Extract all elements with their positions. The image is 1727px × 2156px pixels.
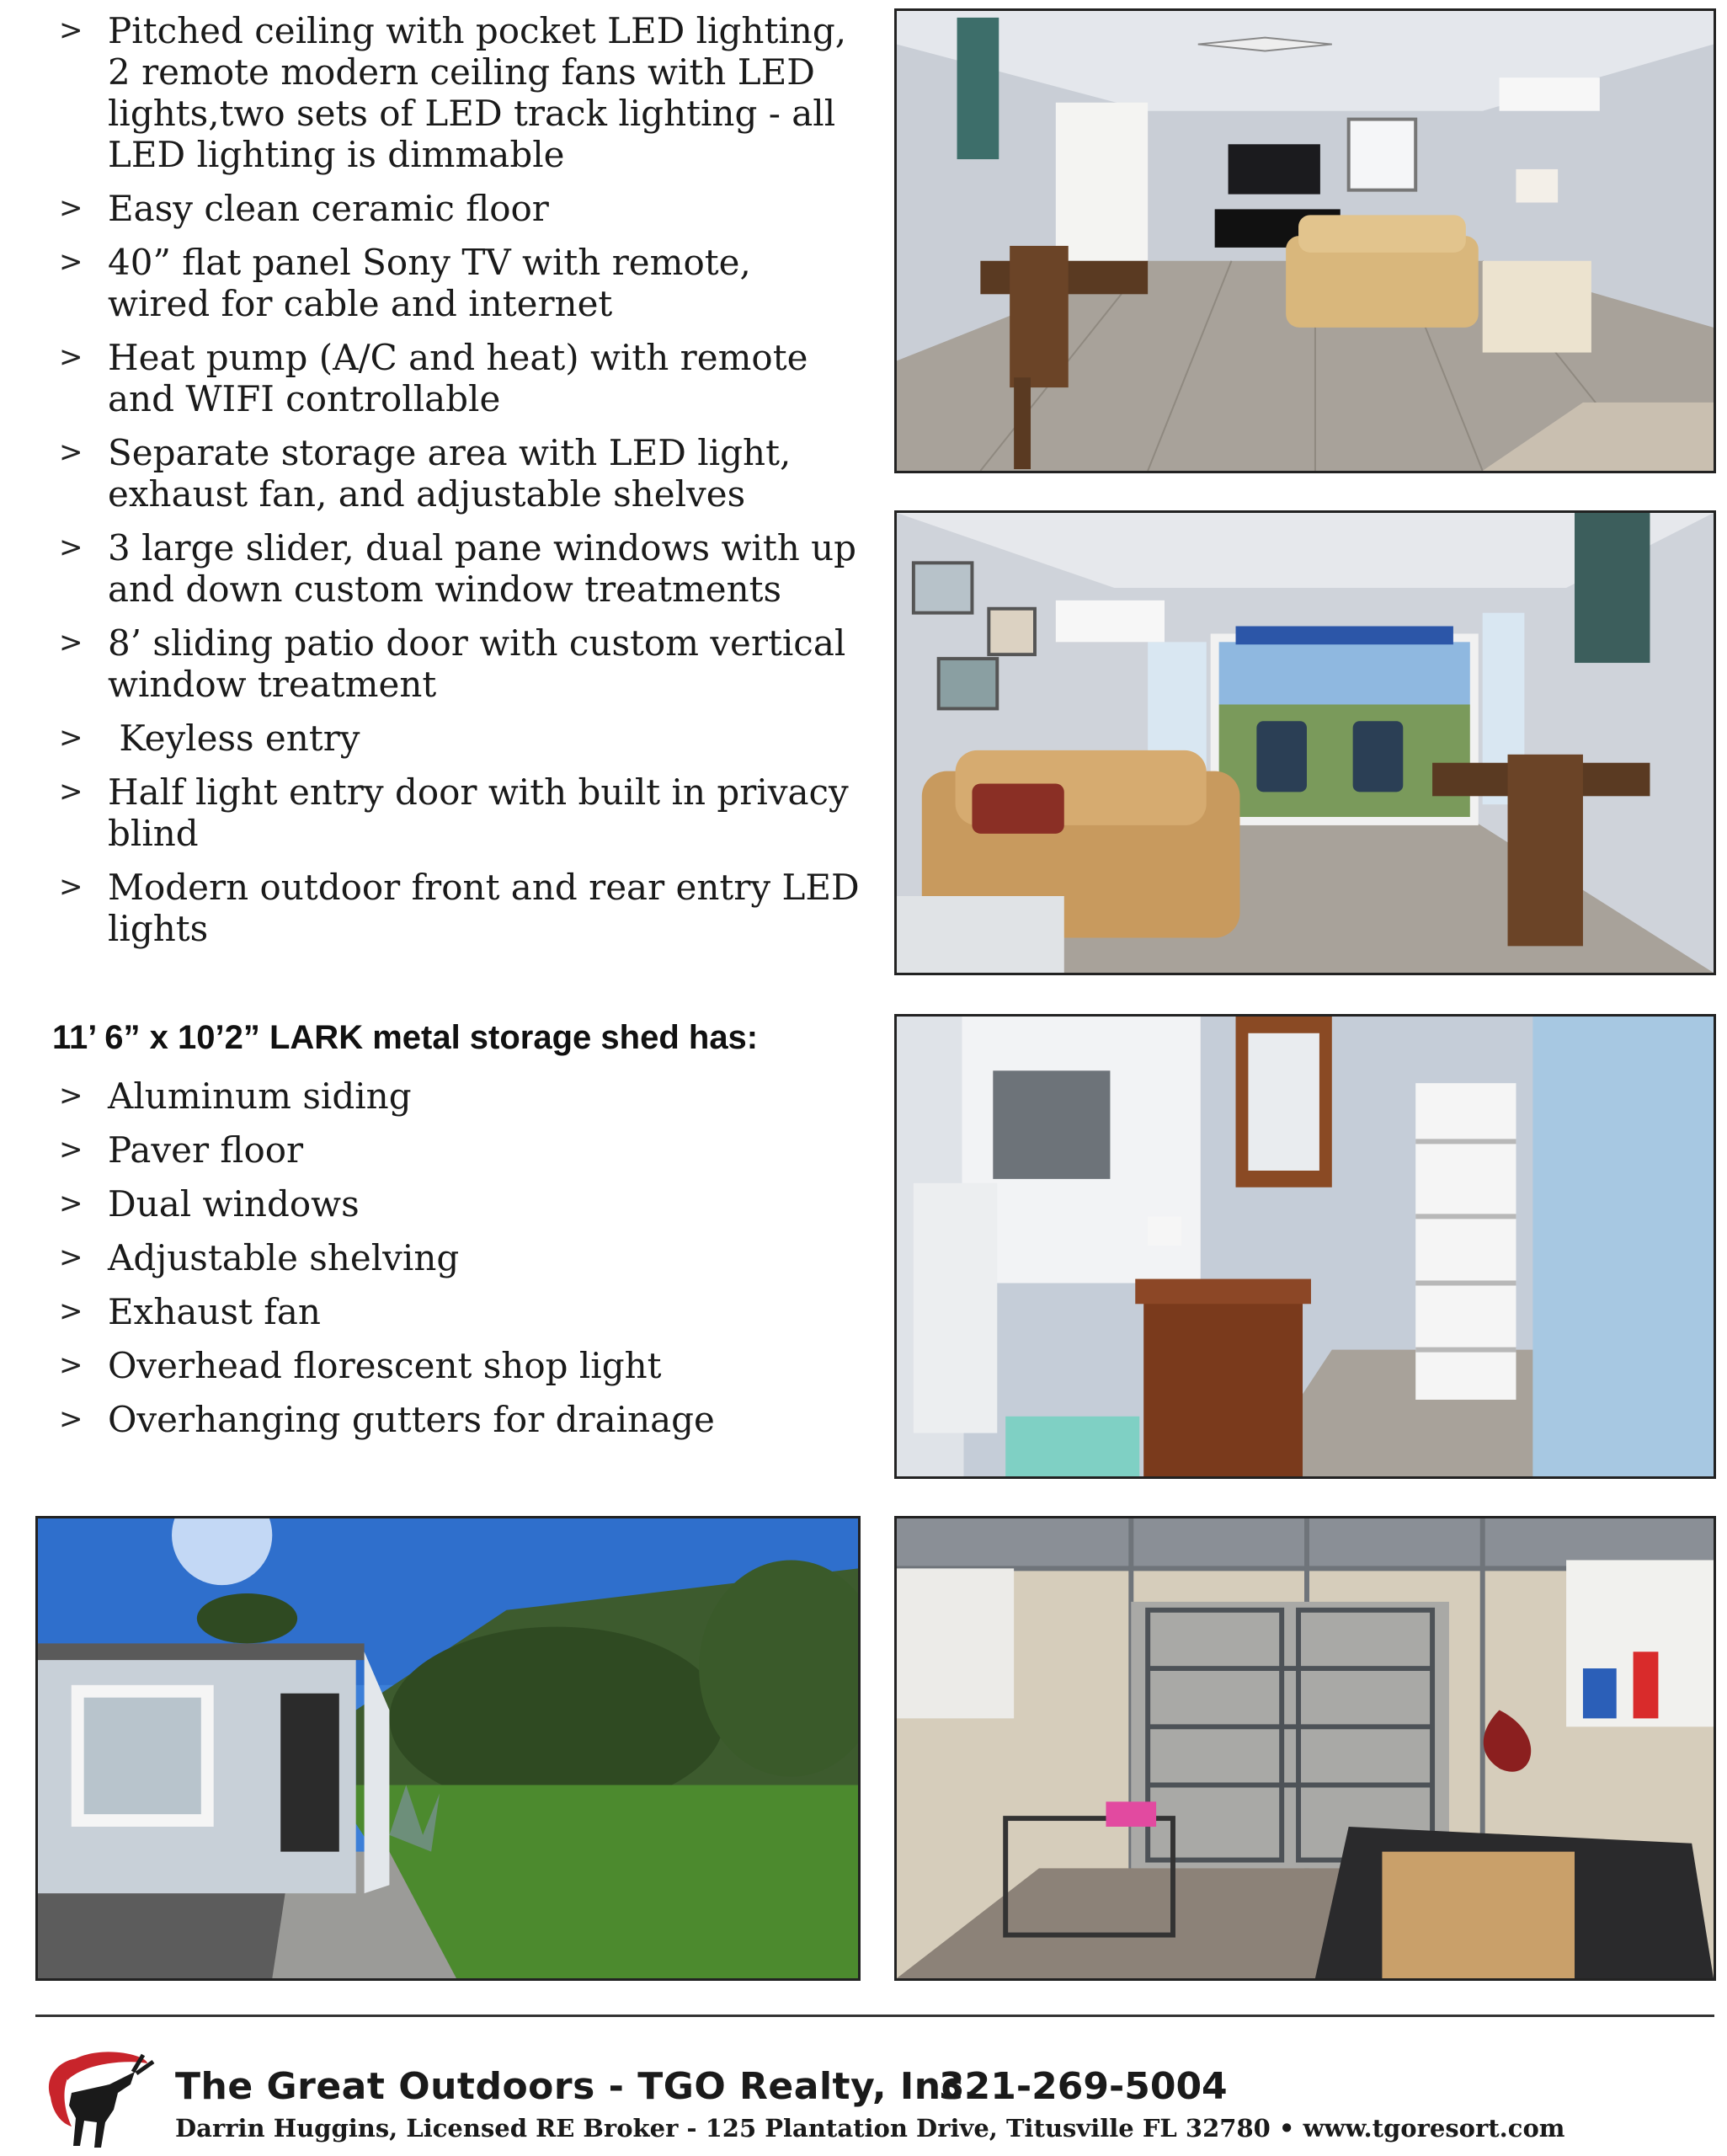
chevron-right-icon: >: [59, 435, 83, 469]
chevron-right-icon: >: [59, 531, 83, 564]
chevron-right-icon: >: [59, 1294, 83, 1328]
features-list: [52, 10, 861, 962]
shed-heading: 11’ 6” x 10’2” LARK metal storage shed has:: [52, 1019, 759, 1056]
chevron-right-icon: >: [59, 1079, 83, 1113]
feature-item: > Modern outdoor front and rear entry LED lights: [59, 867, 860, 949]
chevron-right-icon: >: [59, 626, 83, 659]
footer-divider: [35, 2015, 1714, 2017]
photo-living-room-patio: [894, 510, 1716, 975]
feature-item: > 3 large slider, dual pane windows with up and down custom window treatments: [59, 527, 857, 610]
chevron-right-icon: >: [59, 1133, 83, 1166]
tgo-logo-icon: [34, 2047, 160, 2152]
phone-number[interactable]: 321-269-5004: [939, 2065, 1228, 2108]
shed-item: > Overhead florescent shop light: [59, 1345, 662, 1386]
shed-item: > Exhaust fan: [59, 1291, 321, 1332]
chevron-right-icon: >: [59, 775, 83, 808]
feature-item: > 8’ sliding patio door with custom vertical window treatment: [59, 622, 846, 705]
photo-living-room: [894, 8, 1716, 473]
chevron-right-icon: >: [59, 1187, 83, 1220]
feature-item: > Heat pump (A/C and heat) with remote and WIFI controllable: [59, 337, 808, 419]
chevron-right-icon: >: [59, 13, 83, 47]
feature-item: > 40” flat panel Sony TV with remote, wired for cable and internet: [59, 242, 751, 324]
chevron-right-icon: >: [59, 191, 83, 225]
chevron-right-icon: >: [59, 1402, 83, 1436]
chevron-right-icon: >: [59, 1241, 83, 1274]
shed-item: > Overhanging gutters for drainage: [59, 1399, 715, 1440]
chevron-right-icon: >: [59, 245, 83, 279]
shed-item: > Adjustable shelving: [59, 1237, 460, 1278]
photo-storage-room: [894, 1014, 1716, 1479]
shed-features-list: [52, 1075, 861, 1453]
chevron-right-icon: >: [59, 1348, 83, 1382]
chevron-right-icon: >: [59, 870, 83, 904]
shed-item: > Aluminum siding: [59, 1075, 412, 1117]
chevron-right-icon: >: [59, 340, 83, 374]
feature-item: > Easy clean ceramic floor: [59, 188, 549, 229]
feature-item: > Pitched ceiling with pocket LED lighting, 2 remote modern ceiling fans with LED lights,two sets of LED track lighting - all LED lighting is dimmable: [59, 10, 847, 175]
chevron-right-icon: >: [59, 721, 83, 755]
shed-item: > Paver floor: [59, 1129, 304, 1171]
feature-item: > Separate storage area with LED light, exhaust fan, and adjustable shelves: [59, 432, 792, 515]
photo-shed-interior: [894, 1516, 1716, 1981]
photo-exterior-lawn: [35, 1516, 861, 1981]
company-name: The Great Outdoors - TGO Realty, Inc.: [175, 2065, 978, 2108]
shed-item: > Dual windows: [59, 1183, 360, 1225]
broker-contact-line: Darrin Huggins, Licensed RE Broker - 125 Plantation Drive, Titusville FL 32780 • www.tgoresort.com: [175, 2114, 1565, 2143]
feature-item: > Keyless entry: [59, 718, 360, 759]
feature-item: > Half light entry door with built in privacy blind: [59, 771, 849, 854]
